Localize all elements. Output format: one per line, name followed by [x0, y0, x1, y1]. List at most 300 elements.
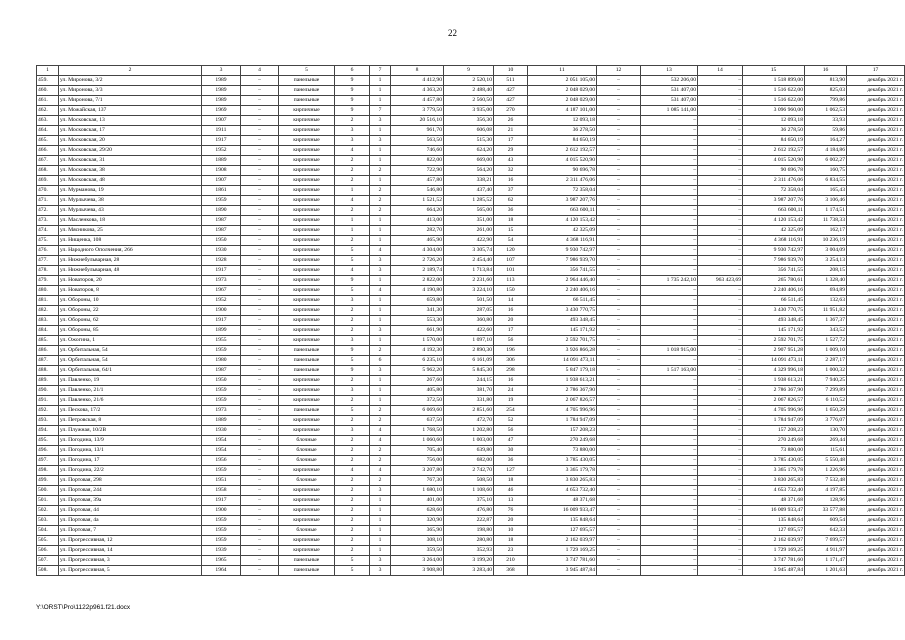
table-cell: 3 365 179,78: [528, 466, 597, 476]
table-cell: 165,43: [805, 186, 847, 196]
table-cell: 3 776,07: [805, 416, 847, 426]
table-cell: 48 371,68: [528, 496, 597, 506]
table-cell: 1951: [202, 476, 241, 486]
table-cell: 2 311 476,06: [528, 176, 597, 186]
table-cell: декабрь 2021 г.: [847, 526, 905, 536]
table-cell: декабрь 2021 г.: [847, 496, 905, 506]
table-cell: 56: [494, 336, 528, 346]
table-cell: 21: [494, 126, 528, 136]
table-row: [37, 126, 905, 136]
table-cell: 1 650,29: [805, 406, 847, 416]
table-cell: ул. Погодина, 22/2: [59, 466, 202, 476]
table-cell: 475.: [37, 236, 59, 246]
table-cell: декабрь 2021 г.: [847, 136, 905, 146]
table-cell: 422,90: [444, 236, 494, 246]
table-cell: 1930: [202, 246, 241, 256]
table-cell: –: [597, 166, 641, 176]
table-cell: декабрь 2021 г.: [847, 146, 905, 156]
table-cell: –: [241, 516, 279, 526]
column-number: 5: [279, 66, 335, 76]
table-cell: 506.: [37, 546, 59, 556]
table-cell: декабрь 2021 г.: [847, 466, 905, 476]
table-cell: –: [597, 356, 641, 366]
table-cell: –: [597, 206, 641, 216]
table-cell: 482.: [37, 306, 59, 316]
table-cell: кирпичные: [279, 136, 335, 146]
column-number: 16: [805, 66, 847, 76]
table-cell: 1 713,84: [444, 266, 494, 276]
table-cell: кирпичные: [279, 216, 335, 226]
table-cell: 1959: [202, 516, 241, 526]
table-cell: –: [597, 156, 641, 166]
table-cell: 5: [335, 286, 370, 296]
table-cell: 2: [335, 486, 370, 496]
table-cell: кирпичные: [279, 306, 335, 316]
table-cell: кирпичные: [279, 286, 335, 296]
table-cell: ул. Можайская, 137: [59, 106, 202, 116]
table-cell: 37: [494, 186, 528, 196]
table-cell: 1987: [202, 216, 241, 226]
table-cell: –: [641, 486, 698, 496]
table-cell: –: [641, 496, 698, 506]
table-cell: 694,89: [805, 286, 847, 296]
table-cell: блочные: [279, 476, 335, 486]
table-row: [37, 396, 905, 406]
table-cell: 1917: [202, 316, 241, 326]
table-cell: 130,70: [805, 426, 847, 436]
table-cell: –: [698, 376, 743, 386]
table-cell: 7: [370, 106, 391, 116]
table-cell: 1908: [202, 166, 241, 176]
table-cell: –: [597, 426, 641, 436]
table-cell: 1 226,96: [805, 466, 847, 476]
table-cell: ул. Московская, 38: [59, 166, 202, 176]
table-cell: –: [641, 376, 698, 386]
table-cell: 6 110,52: [805, 396, 847, 406]
table-cell: ул. Портовая, 298: [59, 476, 202, 486]
table-cell: декабрь 2021 г.: [847, 196, 905, 206]
table-row: [37, 166, 905, 176]
table-cell: 661,90: [391, 326, 444, 336]
table-cell: 72 358,04: [743, 186, 805, 196]
table-cell: 365,90: [391, 526, 444, 536]
table-row: [37, 516, 905, 526]
table-cell: декабрь 2021 г.: [847, 206, 905, 216]
table-cell: ул. Обороны, 10: [59, 296, 202, 306]
table-cell: 2 786 367,90: [528, 386, 597, 396]
table-cell: 2 851,60: [444, 406, 494, 416]
table-cell: 2: [335, 496, 370, 506]
table-cell: 145 171,92: [528, 326, 597, 336]
table-cell: панельные: [279, 96, 335, 106]
table-cell: ул. Погодина, 13/1: [59, 446, 202, 456]
table-cell: 461.: [37, 96, 59, 106]
table-cell: декабрь 2021 г.: [847, 376, 905, 386]
table-cell: кирпичные: [279, 206, 335, 216]
table-cell: 2: [370, 406, 391, 416]
table-cell: –: [241, 106, 279, 116]
table-row: [37, 446, 905, 456]
table-row: [37, 116, 905, 126]
table-cell: 4 184,86: [805, 146, 847, 156]
table-cell: кирпичные: [279, 376, 335, 386]
table-cell: 1917: [202, 496, 241, 506]
table-cell: 3: [370, 256, 391, 266]
table-cell: 5: [335, 556, 370, 566]
table-cell: 1861: [202, 186, 241, 196]
table-cell: 3 254,13: [805, 256, 847, 266]
table-cell: 4 705 996,96: [528, 406, 597, 416]
table-cell: –: [641, 566, 698, 576]
table-cell: 198,80: [444, 526, 494, 536]
table-cell: 4 197,85: [805, 486, 847, 496]
table-cell: 500.: [37, 486, 59, 496]
table-cell: 16 009 933,47: [743, 506, 805, 516]
table-cell: 4 120 153,42: [743, 216, 805, 226]
table-cell: 2: [370, 206, 391, 216]
table-cell: –: [698, 336, 743, 346]
table-cell: 16: [494, 176, 528, 186]
table-cell: 1952: [202, 296, 241, 306]
table-cell: 1: [370, 336, 391, 346]
table-cell: декабрь 2021 г.: [847, 166, 905, 176]
table-cell: 628,60: [391, 506, 444, 516]
table-cell: 1973: [202, 276, 241, 286]
column-number: 6: [335, 66, 370, 76]
table-cell: 609,54: [805, 516, 847, 526]
table-cell: 101: [494, 266, 528, 276]
table-cell: 36: [494, 456, 528, 466]
table-cell: –: [597, 546, 641, 556]
table-cell: 1: [370, 216, 391, 226]
table-cell: 1 009,10: [805, 346, 847, 356]
table-cell: –: [241, 526, 279, 536]
table-cell: 66 511,45: [528, 296, 597, 306]
table-cell: 1900: [202, 506, 241, 516]
table-cell: 47: [494, 436, 528, 446]
table-cell: 2: [335, 396, 370, 406]
table-cell: 356,30: [444, 116, 494, 126]
table-cell: 3: [370, 366, 391, 376]
table-row: [37, 316, 905, 326]
table-cell: –: [641, 436, 698, 446]
table-cell: кирпичные: [279, 236, 335, 246]
table-cell: 1: [370, 536, 391, 546]
table-cell: ул. Прогрессивная, 12: [59, 536, 202, 546]
table-cell: 4 368 116,91: [528, 236, 597, 246]
table-cell: 478.: [37, 266, 59, 276]
table-cell: 222,87: [444, 516, 494, 526]
table-cell: кирпичные: [279, 246, 335, 256]
column-number: 13: [641, 66, 698, 76]
table-cell: 14 091 473,11: [528, 356, 597, 366]
table-cell: –: [698, 546, 743, 556]
table-cell: –: [597, 456, 641, 466]
table-cell: ул. Московская, 48: [59, 176, 202, 186]
table-cell: 32: [494, 166, 528, 176]
table-cell: 722,90: [391, 166, 444, 176]
table-cell: 9: [335, 96, 370, 106]
table-cell: 493 348,45: [528, 316, 597, 326]
table-cell: ул. Прогрессивная, 5: [59, 566, 202, 576]
table-cell: 2 240 406,16: [528, 286, 597, 296]
table-cell: –: [698, 266, 743, 276]
table-cell: 3: [370, 116, 391, 126]
table-cell: 4: [370, 466, 391, 476]
table-cell: 76: [494, 506, 528, 516]
table-cell: 1: [335, 186, 370, 196]
table-cell: 1917: [202, 266, 241, 276]
table-cell: 2: [335, 236, 370, 246]
table-cell: 465.: [37, 136, 59, 146]
table-cell: 1 517 163,00: [641, 366, 698, 376]
table-cell: 1 516 622,00: [743, 86, 805, 96]
table-cell: 511: [494, 76, 528, 86]
table-cell: 961,70: [391, 126, 444, 136]
table-cell: –: [698, 436, 743, 446]
table-cell: декабрь 2021 г.: [847, 236, 905, 246]
table-cell: –: [641, 116, 698, 126]
table-cell: 2: [335, 526, 370, 536]
table-cell: 2 454,40: [444, 256, 494, 266]
table-cell: 515,30: [444, 136, 494, 146]
table-cell: –: [698, 456, 743, 466]
table-cell: –: [597, 86, 641, 96]
table-cell: –: [241, 186, 279, 196]
table-cell: 1899: [202, 326, 241, 336]
table-row: [37, 486, 905, 496]
table-row: [37, 306, 905, 316]
table-cell: –: [241, 116, 279, 126]
table-cell: 3 830 265,83: [743, 476, 805, 486]
table-cell: –: [698, 166, 743, 176]
table-cell: –: [241, 166, 279, 176]
table-cell: 474.: [37, 226, 59, 236]
table-cell: –: [241, 276, 279, 286]
table-cell: –: [241, 196, 279, 206]
table-cell: 491.: [37, 396, 59, 406]
table-cell: 1 285,52: [444, 196, 494, 206]
table-cell: 208,15: [805, 266, 847, 276]
table-cell: 1 018 915,00: [641, 346, 698, 356]
table-cell: 3 430 770,75: [743, 306, 805, 316]
table-cell: 1 097,10: [444, 336, 494, 346]
table-cell: –: [698, 116, 743, 126]
table-cell: декабрь 2021 г.: [847, 396, 905, 406]
table-cell: 756,00: [391, 456, 444, 466]
table-cell: –: [641, 416, 698, 426]
table-cell: декабрь 2021 г.: [847, 186, 905, 196]
table-cell: –: [241, 456, 279, 466]
table-cell: 29: [494, 146, 528, 156]
table-cell: 464.: [37, 126, 59, 136]
table-cell: 3 106,46: [805, 196, 847, 206]
table-cell: –: [241, 286, 279, 296]
table-cell: ул. Погодина, 17: [59, 456, 202, 466]
table-cell: 1950: [202, 376, 241, 386]
table-cell: 3 945 487,84: [528, 566, 597, 576]
table-cell: 4: [370, 436, 391, 446]
table-cell: 42 325,09: [743, 226, 805, 236]
table-cell: –: [241, 256, 279, 266]
table-cell: 3: [335, 126, 370, 136]
table-cell: декабрь 2021 г.: [847, 266, 905, 276]
table-cell: 351,00: [444, 216, 494, 226]
table-cell: 3 365 179,78: [743, 466, 805, 476]
table-cell: 6 002,27: [805, 156, 847, 166]
table-cell: –: [698, 506, 743, 516]
table-cell: 503.: [37, 516, 59, 526]
table-cell: 26: [494, 116, 528, 126]
table-cell: –: [241, 296, 279, 306]
table-cell: 2 612 192,57: [743, 146, 805, 156]
table-cell: 14 091 473,11: [743, 356, 805, 366]
table-cell: 1: [370, 316, 391, 326]
table-cell: декабрь 2021 г.: [847, 486, 905, 496]
table-cell: 1 768,50: [391, 426, 444, 436]
table-cell: –: [241, 156, 279, 166]
table-cell: 66 511,45: [743, 296, 805, 306]
table-cell: 546,80: [391, 186, 444, 196]
table-row: [37, 546, 905, 556]
table-cell: декабрь 2021 г.: [847, 156, 905, 166]
table-cell: –: [597, 286, 641, 296]
table-cell: 2 067 826,57: [528, 396, 597, 406]
table-cell: –: [698, 366, 743, 376]
table-cell: 1 003,00: [444, 436, 494, 446]
table-cell: 507.: [37, 556, 59, 566]
table-cell: –: [241, 176, 279, 186]
table-cell: –: [597, 556, 641, 566]
table-cell: 20: [494, 316, 528, 326]
table-cell: –: [241, 136, 279, 146]
table-cell: –: [641, 266, 698, 276]
table-cell: ул. Московская, 29/20: [59, 146, 202, 156]
table-cell: панельные: [279, 76, 335, 86]
table-cell: 1 085 141,00: [641, 106, 698, 116]
table-cell: 2: [370, 446, 391, 456]
table-cell: –: [641, 196, 698, 206]
table-cell: 501,50: [444, 296, 494, 306]
table-cell: 480.: [37, 286, 59, 296]
table-cell: –: [641, 466, 698, 476]
table-cell: 7 299,89: [805, 386, 847, 396]
table-cell: –: [698, 246, 743, 256]
table-cell: 36: [494, 206, 528, 216]
table-row: [37, 86, 905, 96]
table-cell: –: [698, 106, 743, 116]
table-cell: 20: [494, 516, 528, 526]
table-cell: –: [241, 376, 279, 386]
table-cell: 4 015 520,90: [528, 156, 597, 166]
table-row: [37, 136, 905, 146]
table-cell: –: [597, 96, 641, 106]
table-cell: –: [698, 566, 743, 576]
table-cell: –: [597, 296, 641, 306]
table-cell: 3 987 207,76: [743, 196, 805, 206]
table-cell: 2 742,70: [444, 466, 494, 476]
table-cell: декабрь 2021 г.: [847, 106, 905, 116]
table-cell: –: [698, 146, 743, 156]
table-cell: –: [641, 546, 698, 556]
table-cell: 1: [370, 236, 391, 246]
table-cell: 6 235,10: [391, 356, 444, 366]
table-cell: –: [641, 126, 698, 136]
table-cell: 1: [370, 306, 391, 316]
table-cell: 320,90: [391, 516, 444, 526]
table-cell: 1: [370, 526, 391, 536]
table-cell: 6 161,09: [444, 356, 494, 366]
table-cell: –: [641, 176, 698, 186]
table-cell: 2: [370, 456, 391, 466]
table-cell: 472,70: [444, 416, 494, 426]
table-cell: 1950: [202, 236, 241, 246]
table-cell: декабрь 2021 г.: [847, 286, 905, 296]
table-cell: 472.: [37, 206, 59, 216]
table-cell: 460.: [37, 86, 59, 96]
table-cell: ул. Обороны, 22: [59, 306, 202, 316]
table-cell: 280,80: [444, 536, 494, 546]
table-cell: декабрь 2021 г.: [847, 426, 905, 436]
table-cell: 427: [494, 86, 528, 96]
table-cell: 2 067 826,57: [743, 396, 805, 406]
table-cell: 1 680,10: [391, 486, 444, 496]
table-cell: –: [241, 366, 279, 376]
table-cell: ул. Миронова, 7/1: [59, 96, 202, 106]
table-cell: 2: [335, 476, 370, 486]
table-cell: 1939: [202, 546, 241, 556]
table-row: [37, 406, 905, 416]
table-row: [37, 336, 905, 346]
table-cell: –: [241, 306, 279, 316]
table-cell: –: [597, 536, 641, 546]
table-row: [37, 206, 905, 216]
table-cell: 664,20: [391, 206, 444, 216]
table-cell: –: [597, 146, 641, 156]
table-cell: –: [241, 536, 279, 546]
table-cell: 2 907 951,28: [743, 346, 805, 356]
table-cell: 160,75: [805, 166, 847, 176]
table-row: [37, 506, 905, 516]
table-cell: 1973: [202, 406, 241, 416]
table-cell: –: [597, 276, 641, 286]
table-cell: 1: [370, 276, 391, 286]
table-cell: –: [698, 96, 743, 106]
table-cell: ул. Миронова, 3/3: [59, 86, 202, 96]
table-cell: –: [641, 336, 698, 346]
table-cell: 4: [335, 466, 370, 476]
table-cell: 10: [494, 526, 528, 536]
table-row: [37, 536, 905, 546]
table-cell: 1: [370, 86, 391, 96]
table-cell: –: [597, 526, 641, 536]
table-cell: 1987: [202, 226, 241, 236]
table-cell: ул. Ожогина, 1: [59, 336, 202, 346]
table-cell: декабрь 2021 г.: [847, 306, 905, 316]
table-cell: –: [641, 456, 698, 466]
table-cell: 493 348,45: [743, 316, 805, 326]
table-cell: –: [241, 476, 279, 486]
table-cell: 1: [370, 226, 391, 236]
table-cell: 3: [335, 386, 370, 396]
table-cell: 1: [370, 396, 391, 406]
table-cell: 5: [335, 256, 370, 266]
table-cell: –: [698, 286, 743, 296]
table-cell: 2 560,50: [444, 96, 494, 106]
table-cell: 2 890,30: [444, 346, 494, 356]
table-cell: –: [241, 566, 279, 576]
table-cell: 1 784 947,09: [743, 416, 805, 426]
